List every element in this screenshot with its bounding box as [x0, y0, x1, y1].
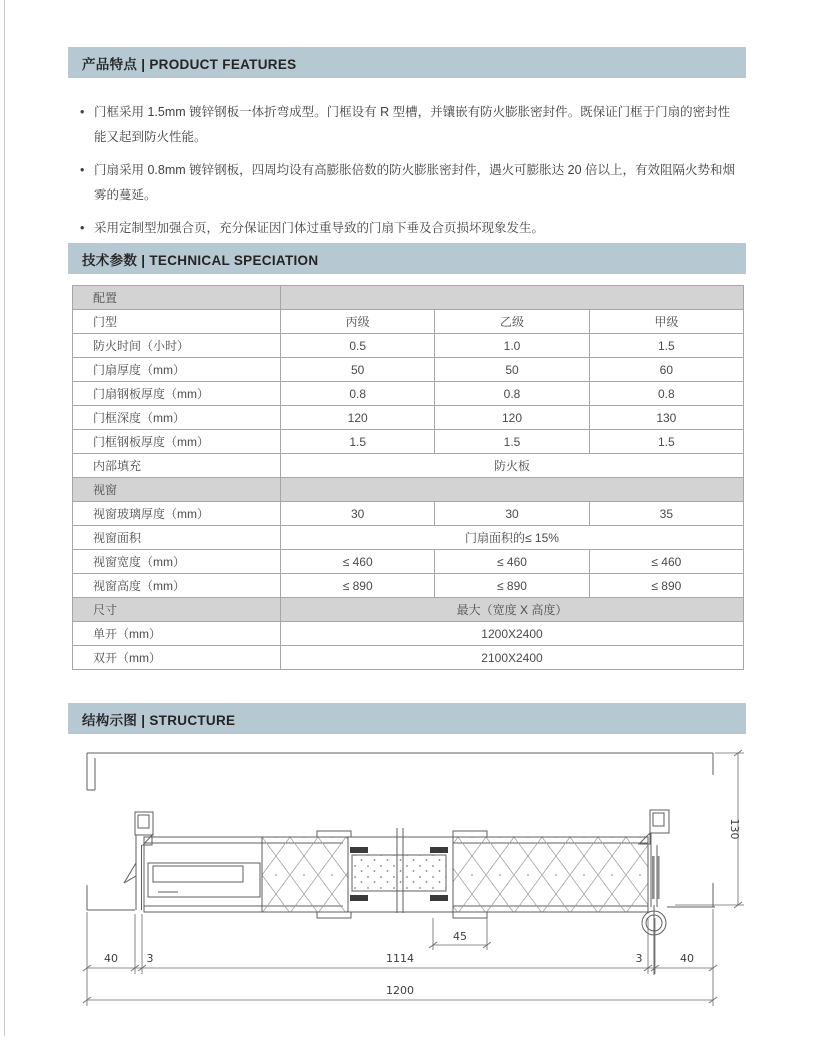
dim-leaf-width: 1114 — [386, 952, 414, 965]
spec-value-cell: 0.8 — [589, 382, 743, 406]
spec-label-cell: 视窗 — [73, 478, 281, 502]
page-left-rule — [4, 0, 5, 1036]
spec-value-cell: 丙级 — [281, 310, 435, 334]
fire-seal — [350, 895, 368, 901]
table-row — [73, 646, 744, 670]
hinge-plate — [657, 856, 660, 899]
table-row — [73, 334, 744, 358]
dim-right-gap: 3 — [635, 952, 643, 965]
fire-seal — [430, 847, 448, 853]
dim-right-margin: 40 — [680, 952, 694, 965]
dim-left-gap: 3 — [146, 952, 154, 965]
table-section-row — [73, 286, 744, 310]
dim-total-width: 1200 — [386, 984, 414, 997]
table-row — [73, 382, 744, 406]
spec-label-cell: 视窗高度（mm） — [73, 574, 281, 598]
bullet-icon: • — [80, 163, 85, 177]
feature-list — [80, 100, 735, 249]
lock-body — [153, 866, 243, 882]
features-section-header — [68, 47, 746, 78]
table-row — [73, 454, 744, 478]
spec-value-cell: 甲级 — [589, 310, 743, 334]
spec-value-cell: 0.8 — [281, 382, 435, 406]
spec-value-cell: ≤ 460 — [435, 550, 589, 574]
dim-frame-depth: 130 — [728, 818, 741, 840]
table-row — [73, 310, 744, 334]
bullet-icon: • — [80, 105, 85, 119]
table-row — [73, 622, 744, 646]
spec-value-cell: 1.0 — [435, 334, 589, 358]
spec-label-cell: 尺寸 — [73, 598, 281, 622]
spec-value-cell: ≤ 890 — [281, 574, 435, 598]
table-row — [73, 550, 744, 574]
spec-label-cell: 单开（mm） — [73, 622, 281, 646]
dim-glass-stop: 45 — [453, 930, 467, 943]
spec-value-cell: ≤ 460 — [281, 550, 435, 574]
features-section-title: 产品特点 | PRODUCT FEATURES — [82, 56, 297, 72]
spec-value-cell: 防火板 — [281, 454, 744, 478]
spec-label-cell: 门扇钢板厚度（mm） — [73, 382, 281, 406]
spec-value-cell: 最大（宽度 X 高度） — [281, 598, 744, 622]
glazing-cap — [317, 831, 351, 837]
spec-value-cell: 50 — [281, 358, 435, 382]
bullet-icon: • — [80, 221, 85, 235]
spec-value-cell: 60 — [589, 358, 743, 382]
spec-value-cell: 门扇面积的≤ 15% — [281, 526, 744, 550]
hinge-plate — [652, 856, 655, 899]
fireboard-hatch-left — [262, 837, 348, 912]
spec-label-cell: 视窗宽度（mm） — [73, 550, 281, 574]
glazing-bead — [352, 855, 446, 891]
spec-label-cell: 内部填充 — [73, 454, 281, 478]
spec-value-cell: 30 — [281, 502, 435, 526]
spec-value-cell: 30 — [435, 502, 589, 526]
table-row — [73, 406, 744, 430]
spec-value-cell: ≤ 890 — [589, 574, 743, 598]
table-row — [73, 502, 744, 526]
spec-label-cell: 门框钢板厚度（mm） — [73, 430, 281, 454]
table-row — [73, 358, 744, 382]
specs-section-title: 技术参数 | TECHNICAL SPECIATION — [82, 252, 319, 268]
spec-value-cell: ≤ 460 — [589, 550, 743, 574]
spec-label-cell: 配置 — [73, 286, 281, 310]
spec-label-cell: 门型 — [73, 310, 281, 334]
spec-value-cell: 1.5 — [435, 430, 589, 454]
glazing-cap — [453, 831, 487, 837]
structure-section-header — [68, 703, 746, 734]
spec-value-cell: ≤ 890 — [435, 574, 589, 598]
dim-left-margin: 40 — [104, 952, 118, 965]
spec-label-cell: 防火时间（小时） — [73, 334, 281, 358]
table-row — [73, 526, 744, 550]
spec-value-cell — [281, 286, 744, 310]
spec-value-cell: 0.8 — [435, 382, 589, 406]
feature-text: 采用定制型加强合页，充分保证因门体过重导致的门扇下垂及合页损坏现象发生。 — [94, 221, 545, 235]
feature-text: 门扇采用 0.8mm 镀锌钢板，四周均设有高膨胀倍数的防火膨胀密封件，遇火可膨胀达 20 倍以上，有效阻隔火势和烟雾的蔓延。 — [94, 163, 735, 202]
feature-item — [80, 216, 735, 241]
feature-item — [80, 100, 735, 150]
spec-value-cell: 35 — [589, 502, 743, 526]
fireboard-hatch-right — [453, 837, 648, 912]
seal-flap-icon — [124, 863, 136, 883]
spec-label-cell: 双开（mm） — [73, 646, 281, 670]
fire-seal — [430, 895, 448, 901]
table-row — [73, 430, 744, 454]
spec-value-cell: 120 — [435, 406, 589, 430]
spec-value-cell: 1.5 — [281, 430, 435, 454]
spec-label-cell: 门框深度（mm） — [73, 406, 281, 430]
door-leaf — [144, 828, 648, 918]
feature-item — [80, 158, 735, 208]
glazing-cap — [317, 912, 351, 918]
specs-table-body — [73, 286, 744, 670]
spec-label-cell: 视窗面积 — [73, 526, 281, 550]
spec-value-cell: 130 — [589, 406, 743, 430]
structure-section-title: 结构示图 | STRUCTURE — [82, 712, 236, 728]
spec-value-cell: 2100X2400 — [281, 646, 744, 670]
spec-label-cell: 门扇厚度（mm） — [73, 358, 281, 382]
spec-value-cell: 0.5 — [281, 334, 435, 358]
fire-seal — [350, 847, 368, 853]
spec-value-cell: 50 — [435, 358, 589, 382]
structure-diagram — [66, 742, 750, 1032]
table-section-row — [73, 598, 744, 622]
table-section-row — [73, 478, 744, 502]
spec-value-cell: 1.5 — [589, 334, 743, 358]
specs-table — [72, 285, 744, 670]
spec-label-cell: 视窗玻璃厚度（mm） — [73, 502, 281, 526]
table-row — [73, 574, 744, 598]
spec-value-cell: 120 — [281, 406, 435, 430]
feature-text: 门框采用 1.5mm 镀锌钢板一体折弯成型。门框设有 R 型槽，并镶嵌有防火膨胀密封件。既保证门框于门扇的密封性能又起到防火性能。 — [94, 105, 731, 144]
spec-value-cell: 1.5 — [589, 430, 743, 454]
spec-value-cell: 1200X2400 — [281, 622, 744, 646]
spec-value-cell: 乙级 — [435, 310, 589, 334]
spec-value-cell — [281, 478, 744, 502]
specs-section-header — [68, 243, 746, 274]
door-frame-left — [124, 812, 153, 910]
glazing-cap — [453, 912, 487, 918]
